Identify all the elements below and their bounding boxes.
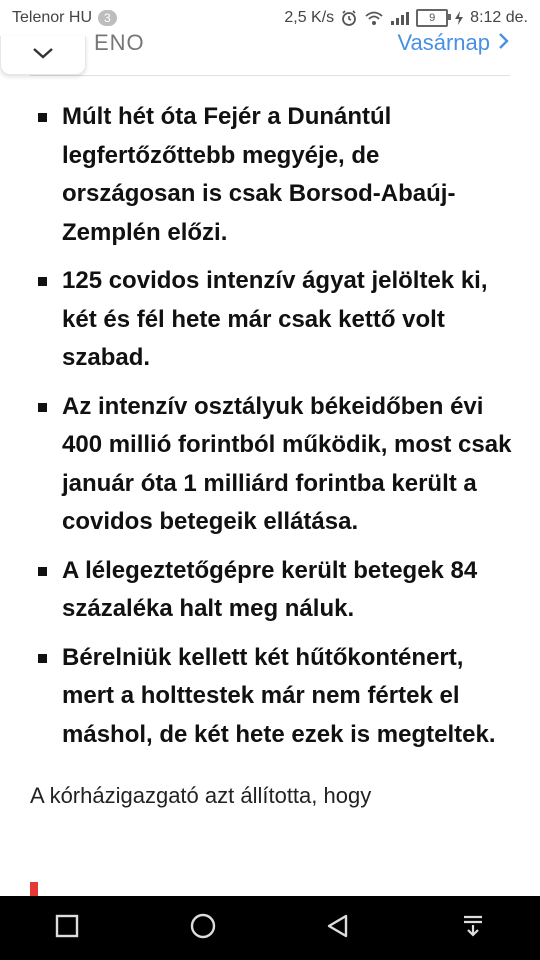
- list-item: [30, 98, 514, 252]
- wifi-icon: [364, 10, 384, 26]
- article-paragraph: A kórházigazgató azt állította, hogy: [30, 783, 372, 808]
- charging-icon: [454, 11, 464, 25]
- system-nav-bar: [0, 896, 540, 960]
- list-item: [30, 262, 514, 378]
- alarm-icon: [340, 9, 358, 27]
- network-speed: 2,5 K/s: [284, 9, 335, 26]
- chevron-right-icon: [498, 30, 510, 56]
- prev-article-link[interactable]: ENO: [94, 30, 145, 55]
- header-divider: [30, 75, 510, 76]
- chevron-down-icon: [31, 46, 55, 65]
- circle-icon[interactable]: [189, 912, 217, 945]
- bullet-text: A lélegeztetőgépre került betegek 84 százaléka halt meg náluk.: [62, 556, 478, 622]
- triangle-back-icon[interactable]: [325, 913, 351, 944]
- bullet-marker: [38, 654, 47, 663]
- bullet-marker: [38, 403, 47, 412]
- next-article-link[interactable]: [397, 30, 510, 56]
- list-item: [30, 552, 514, 629]
- status-right: [284, 9, 528, 27]
- status-left: [12, 9, 117, 27]
- pull-down-icon[interactable]: [460, 913, 486, 944]
- bullet-marker: [38, 277, 47, 286]
- carrier-badge: 3: [98, 10, 117, 26]
- bullet-text: Múlt hét óta Fejér a Dunántúl legfertőzőttebb megyéje, de országosan is csak Borsod-Abaúj-Zemplén előzi.: [62, 103, 456, 246]
- bullet-marker: [38, 567, 47, 576]
- list-item: [30, 388, 514, 542]
- next-article-label: Vasárnap: [397, 30, 490, 55]
- bullet-text: Bérelniük kellett két hűtőkonténert, mert a holttestek már nem fértek el máshol, de két hete ezek is megteltek.: [62, 643, 496, 748]
- clock-time: 8:12 de.: [470, 9, 528, 26]
- battery-icon: [416, 9, 448, 27]
- square-icon[interactable]: [54, 913, 80, 944]
- article-content: [30, 98, 514, 834]
- list-item: [30, 639, 514, 755]
- bullet-marker: [38, 113, 47, 122]
- bullet-text: 125 covidos intenzív ágyat jelöltek ki, két és fél hete már csak kettő volt szabad.: [62, 267, 488, 371]
- bullet-list: [30, 98, 514, 754]
- battery-level: 9: [429, 12, 436, 24]
- signal-icon: [390, 10, 410, 26]
- bullet-text: Az intenzív osztályuk békeidőben évi 400 millió forintból működik, most csak január óta 1 milliárd forintba került a covidos betegeik ellátása.: [62, 392, 512, 535]
- carrier-name: Telenor HU: [12, 9, 93, 26]
- collapse-header-button[interactable]: [0, 36, 86, 75]
